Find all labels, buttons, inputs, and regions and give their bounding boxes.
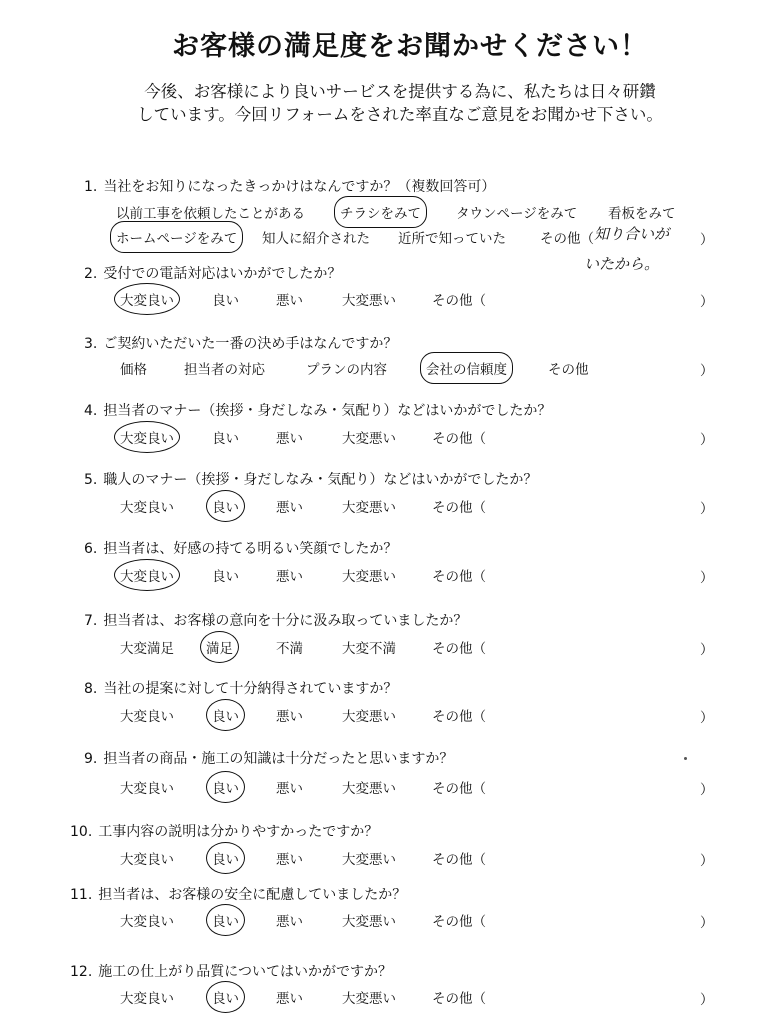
question-number: 7. xyxy=(84,613,98,629)
q6-option[interactable]: その他（ xyxy=(432,569,486,585)
question-number: 10. xyxy=(70,824,93,840)
q8-option[interactable]: その他（ xyxy=(432,709,486,725)
q1-option[interactable]: 近所で知っていた xyxy=(398,231,506,247)
close-paren: ） xyxy=(700,992,714,1008)
close-paren: ） xyxy=(700,232,714,248)
q2-option[interactable]: 大変悪い xyxy=(342,293,396,309)
close-paren: ） xyxy=(700,782,714,798)
question-text: 職人のマナー（挨拶・身だしなみ・気配り）などはいかがでしたか？ xyxy=(103,472,538,488)
close-paren: ） xyxy=(700,432,714,448)
question-number: 9. xyxy=(84,751,98,767)
question-number: 1. xyxy=(84,179,98,195)
question-7 xyxy=(84,610,467,630)
q8-option[interactable]: 大変悪い xyxy=(342,709,396,725)
question-text: ご契約いただいた一番の決め手はなんですか？ xyxy=(103,336,398,352)
q8-option[interactable]: 悪い xyxy=(276,709,303,725)
question-number: 2. xyxy=(84,266,98,282)
question-5 xyxy=(84,469,537,489)
q3-option[interactable]: プランの内容 xyxy=(306,362,387,378)
q12-option[interactable]: その他（ xyxy=(432,991,486,1007)
q10-option[interactable]: 悪い xyxy=(276,852,303,868)
q10-options xyxy=(0,849,768,871)
q10-option[interactable]: 大変良い xyxy=(120,852,174,868)
q1-options-row-1 xyxy=(0,203,768,225)
close-paren: ） xyxy=(700,363,714,379)
q2-options xyxy=(0,290,768,312)
q2-option[interactable]: 悪い xyxy=(276,293,303,309)
intro-text xyxy=(0,80,768,126)
q6-options xyxy=(0,566,768,588)
question-text: 工事内容の説明は分かりやすかったですか？ xyxy=(98,824,379,840)
question-number: 4. xyxy=(84,403,98,419)
q1-option-selected[interactable]: チラシをみて xyxy=(340,202,421,222)
q1-option[interactable]: 以前工事を依頼したことがある xyxy=(116,206,305,222)
question-number: 5. xyxy=(84,472,98,488)
q4-option[interactable]: その他（ xyxy=(432,431,486,447)
q3-option-selected[interactable]: 会社の信頼度 xyxy=(426,358,507,378)
question-1 xyxy=(84,176,495,196)
question-text: 当社の提案に対して十分納得されていますか？ xyxy=(103,681,398,697)
q5-option[interactable]: 大変悪い xyxy=(342,500,396,516)
q11-option-selected[interactable]: 良い xyxy=(212,910,239,930)
q11-option[interactable]: 大変良い xyxy=(120,914,174,930)
question-9 xyxy=(84,748,453,768)
question-4 xyxy=(84,400,551,420)
intro-line-1: 今後、お客様により良いサービスを提供する為に、私たちは日々研鑽 xyxy=(144,82,656,101)
q9-option[interactable]: 大変良い xyxy=(120,781,174,797)
question-8 xyxy=(84,678,397,698)
close-paren: ） xyxy=(700,915,714,931)
q7-option[interactable]: 不満 xyxy=(276,641,303,657)
question-text: 担当者は、お客様の安全に配慮していましたか？ xyxy=(98,887,407,903)
question-10 xyxy=(70,821,378,841)
q9-option[interactable]: 悪い xyxy=(276,781,303,797)
close-paren: ） xyxy=(700,642,714,658)
q1-option-selected[interactable]: ホームページをみて xyxy=(116,227,237,247)
q12-option[interactable]: 大変悪い xyxy=(342,991,396,1007)
q2-option-selected[interactable]: 大変良い xyxy=(120,289,174,309)
q6-option[interactable]: 悪い xyxy=(276,569,303,585)
q4-option[interactable]: 悪い xyxy=(276,431,303,447)
close-paren: ） xyxy=(700,294,714,310)
q5-option[interactable]: 大変良い xyxy=(120,500,174,516)
question-text: 施工の仕上がり品質についてはいかがですか？ xyxy=(98,964,392,980)
close-paren: ） xyxy=(700,710,714,726)
question-number: 11. xyxy=(70,887,93,903)
handwritten-answer: 知り合いが xyxy=(594,225,670,243)
q5-option[interactable]: 悪い xyxy=(276,500,303,516)
q12-option[interactable]: 悪い xyxy=(276,991,303,1007)
question-3 xyxy=(84,333,397,353)
question-text: 担当者のマナー（挨拶・身だしなみ・気配り）などはいかがでしたか？ xyxy=(103,403,552,419)
q10-option[interactable]: その他（ xyxy=(432,852,486,868)
question-text: 担当者は、好感の持てる明るい笑顔でしたか？ xyxy=(103,541,398,557)
q7-option-selected[interactable]: 満足 xyxy=(206,637,233,657)
q1-options-row-2 xyxy=(0,225,768,250)
q12-option[interactable]: 大変良い xyxy=(120,991,174,1007)
q4-options xyxy=(0,428,768,450)
q1-option[interactable]: その他（ xyxy=(540,231,594,247)
question-text: 当社をお知りになったきっかけはなんですか？（複数回答可） xyxy=(103,179,496,195)
q8-option[interactable]: 大変良い xyxy=(120,709,174,725)
question-6 xyxy=(84,538,397,558)
question-text: 担当者の商品・施工の知識は十分だったと思いますか？ xyxy=(103,751,454,767)
q11-option[interactable]: 悪い xyxy=(276,914,303,930)
q9-option[interactable]: 大変悪い xyxy=(342,781,396,797)
q11-option[interactable]: その他（ xyxy=(432,914,486,930)
q3-option[interactable]: 価格 xyxy=(120,362,147,378)
q3-options xyxy=(0,359,768,381)
q1-option[interactable]: 知人に紹介された xyxy=(262,231,370,247)
close-paren: ） xyxy=(700,501,714,517)
q10-option[interactable]: 大変悪い xyxy=(342,852,396,868)
q6-option[interactable]: 良い xyxy=(212,569,239,585)
q5-options xyxy=(0,497,768,519)
q10-option-selected[interactable]: 良い xyxy=(212,848,239,868)
q3-option[interactable]: 担当者の対応 xyxy=(184,362,265,378)
q11-option[interactable]: 大変悪い xyxy=(342,914,396,930)
q8-option-selected[interactable]: 良い xyxy=(212,705,239,725)
scan-speck xyxy=(684,757,687,760)
intro-line-2: しています。今回リフォームをされた率直なご意見をお聞かせ下さい。 xyxy=(137,105,663,124)
q7-option[interactable]: その他（ xyxy=(432,641,486,657)
question-text: 受付での電話対応はいかがでしたか？ xyxy=(103,266,342,282)
q7-option[interactable]: 大変満足 xyxy=(120,641,174,657)
question-number: 6. xyxy=(84,541,98,557)
q7-options xyxy=(0,638,768,660)
handwritten-answer: いたから。 xyxy=(584,255,660,273)
q1-option[interactable]: 看板をみて xyxy=(608,206,676,222)
close-paren: ） xyxy=(700,570,714,586)
close-paren: ） xyxy=(700,853,714,869)
q11-options xyxy=(0,911,768,933)
q4-option-selected[interactable]: 大変良い xyxy=(120,427,174,447)
q3-option[interactable]: その他 xyxy=(548,362,589,378)
question-2 xyxy=(84,263,341,283)
question-11 xyxy=(70,884,406,904)
q6-option-selected[interactable]: 大変良い xyxy=(120,565,174,585)
q5-option[interactable]: その他（ xyxy=(432,500,486,516)
q9-option-selected[interactable]: 良い xyxy=(212,777,239,797)
q6-option[interactable]: 大変悪い xyxy=(342,569,396,585)
q9-option[interactable]: その他（ xyxy=(432,781,486,797)
question-number: 8. xyxy=(84,681,98,697)
question-number: 3. xyxy=(84,336,98,352)
q8-options xyxy=(0,706,768,728)
question-text: 担当者は、お客様の意向を十分に汲み取っていましたか？ xyxy=(103,613,468,629)
q4-option[interactable]: 良い xyxy=(212,431,239,447)
question-12 xyxy=(70,961,392,981)
q12-options xyxy=(0,988,768,1010)
q12-option-selected[interactable]: 良い xyxy=(212,987,239,1007)
q5-option-selected[interactable]: 良い xyxy=(212,496,239,516)
q1-option[interactable]: タウンページをみて xyxy=(456,206,578,222)
page-title: お客様の満足度をお聞かせください！ xyxy=(172,31,648,62)
q9-options xyxy=(0,778,768,800)
q4-option[interactable]: 大変悪い xyxy=(342,431,396,447)
q2-option[interactable]: 良い xyxy=(212,293,239,309)
q7-option[interactable]: 大変不満 xyxy=(342,641,396,657)
q2-option[interactable]: その他（ xyxy=(432,293,486,309)
question-number: 12. xyxy=(70,964,93,980)
